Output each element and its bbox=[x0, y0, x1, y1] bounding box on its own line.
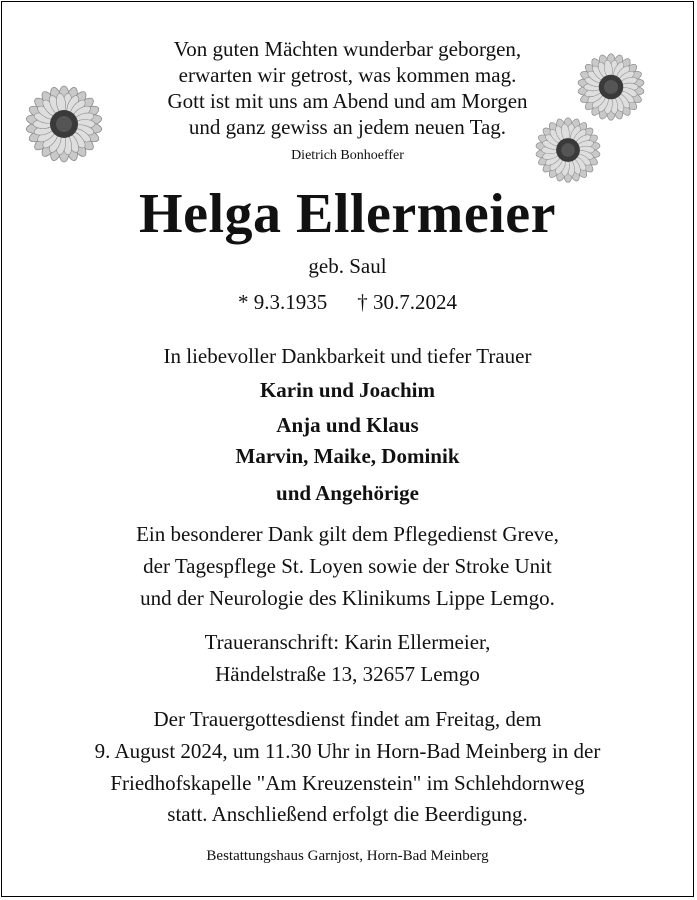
death-date: † 30.7.2024 bbox=[357, 290, 457, 314]
birth-date: * 9.3.1935 bbox=[238, 290, 328, 314]
address-line: Traueranschrift: Karin Ellermeier, bbox=[204, 630, 491, 654]
life-dates bbox=[2, 290, 693, 315]
mourner-name: und Angehörige bbox=[276, 481, 419, 505]
thanks-line: Ein besonderer Dank gilt dem Pflegedienst Greve, bbox=[136, 522, 559, 546]
obituary-notice bbox=[1, 1, 694, 897]
poem-author: Dietrich Bonhoeffer bbox=[291, 148, 404, 163]
poem-line: Gott ist mit uns am Abend und am Morgen bbox=[167, 89, 528, 113]
mourner-name: Anja und Klaus bbox=[276, 413, 419, 437]
service-line: statt. Anschließend erfolgt die Beerdigung. bbox=[167, 802, 528, 826]
mourner-name: Marvin, Maike, Dominik bbox=[235, 444, 460, 468]
deceased-name: Helga Ellermeier bbox=[139, 183, 556, 245]
service-line: Der Trauergottesdienst findet am Freitag, dem bbox=[153, 707, 542, 731]
funeral-home: Bestattungshaus Garnjost, Horn-Bad Meinberg bbox=[206, 848, 489, 864]
poem-line: Von guten Mächten wunderbar geborgen, bbox=[173, 37, 522, 61]
poem-line: und ganz gewiss an jedem neuen Tag. bbox=[188, 115, 507, 139]
service-line: 9. August 2024, um 11.30 Uhr in Horn-Bad Meinberg in der bbox=[94, 739, 601, 763]
thanks-line: und der Neurologie des Klinikums Lippe Lemgo. bbox=[140, 586, 555, 610]
thanks-line: der Tagespflege St. Loyen sowie der Stroke Unit bbox=[143, 554, 552, 578]
birth-name: geb. Saul bbox=[308, 254, 387, 278]
address-line: Händelstraße 13, 32657 Lemgo bbox=[215, 662, 480, 686]
mourners-intro: In liebevoller Dankbarkeit und tiefer Trauer bbox=[163, 344, 532, 368]
poem-line: erwarten wir getrost, was kommen mag. bbox=[178, 63, 517, 87]
mourner-name: Karin und Joachim bbox=[259, 378, 436, 402]
service-line: Friedhofskapelle "Am Kreuzenstein" im Schlehdornweg bbox=[110, 771, 585, 795]
